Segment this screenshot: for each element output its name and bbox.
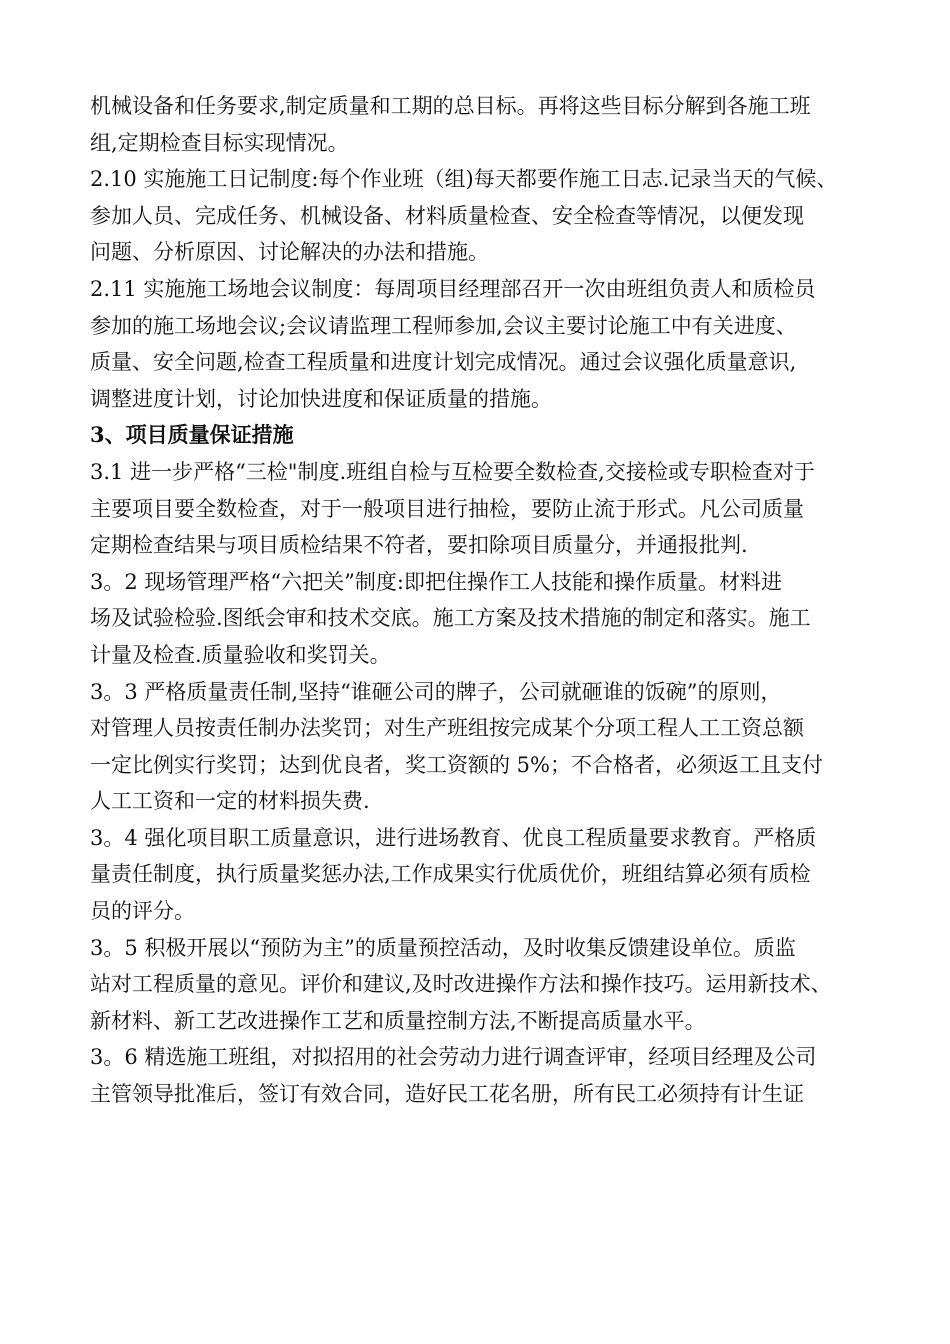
paragraph xyxy=(90,454,880,564)
paragraph-line: 3.1 进一步严格“三检"制度.班组自检与互检要全数检查,交接检或专职检查对于 xyxy=(90,459,815,484)
paragraph-line: 主管领导批准后，签订有效合同，造好民工花名册，所有民工必须持有计生证 xyxy=(90,1082,804,1107)
paragraph-line: 对管理人员按责任制办法奖罚；对生产班组按完成某个分项工程人工工资总额 xyxy=(90,716,804,741)
paragraph-line: 主要项目要全数检查，对于一般项目进行抽检，要防止流于形式。凡公司质量 xyxy=(90,496,804,521)
paragraph-line: 员的评分。 xyxy=(90,899,195,924)
paragraph-line: 参加人员、完成任务、机械设备、材料质量检查、安全检查等情况，以便发现 xyxy=(90,203,804,228)
paragraph-line: 人工工资和一定的材料损失费. xyxy=(90,789,370,814)
paragraph-line: 3。3 严格质量责任制,坚持“谁砸公司的牌子，公司就砸谁的饭碗”的原则， xyxy=(90,679,782,704)
paragraph-line: 机械设备和任务要求,制定质量和工期的总目标。再将这些目标分解到各施工班 xyxy=(90,94,811,118)
paragraph xyxy=(90,161,880,271)
paragraph-line: 调整进度计划，讨论加快进度和保证质量的措施。 xyxy=(90,386,552,411)
paragraph-line: 问题、分析原因、讨论解决的办法和措施。 xyxy=(90,240,489,265)
paragraph-line: 站对工程质量的意见。评价和建议,及时改进操作方法和操作技巧。运用新技术、 xyxy=(90,972,832,997)
paragraph-line: 3。6 精选施工班组，对拟招用的社会劳动力进行调查评审，经项目经理及公司 xyxy=(90,1045,817,1070)
paragraph-line: 一定比例实行奖罚；达到优良者，奖工资额的 5%；不合格者，必须返工且支付 xyxy=(90,752,823,777)
paragraph-line: 定期检查结果与项目质检结果不符者，要扣除项目质量分，并通报批判. xyxy=(90,533,748,558)
paragraph-line: 组,定期检查目标实现情况。 xyxy=(90,130,349,155)
paragraph-line: 量责任制度，执行质量奖惩办法,工作成果实行优质优价，班组结算必须有质检 xyxy=(90,862,811,887)
paragraph-line: 场及试验检验.图纸会审和技术交底。施工方案及技术措施的制定和落实。施工 xyxy=(90,606,811,631)
paragraph xyxy=(90,271,880,417)
paragraph-line: 2.11 实施施工场地会议制度：每周项目经理部召开一次由班组负责人和质检员 xyxy=(90,276,816,301)
paragraph xyxy=(90,930,880,1040)
paragraph xyxy=(90,820,880,930)
heading-text: 3、项目质量保证措施 xyxy=(90,422,294,448)
paragraph-line: 参加的施工场地会议;会议请监理工程师参加,会议主要讨论施工中有关进度、 xyxy=(90,313,797,338)
paragraph xyxy=(90,88,880,161)
paragraph-line: 2.10 实施施工日记制度:每个作业班（组)每天都要作施工日志.记录当天的气候、 xyxy=(90,167,838,192)
paragraph-line: 3。4 强化项目职工质量意识，进行进场教育、优良工程质量要求教育。严格质 xyxy=(90,825,817,850)
paragraph-line: 质量、安全问题,检查工程质量和进度计划完成情况。通过会议强化质量意识, xyxy=(90,350,797,375)
section-heading xyxy=(90,417,880,454)
paragraph xyxy=(90,1039,880,1112)
paragraph-line: 3。2 现场管理严格“六把关”制度:即把住操作工人技能和操作质量。材料进 xyxy=(90,569,782,594)
paragraph-line: 计量及检查.质量验收和奖罚关。 xyxy=(90,642,391,667)
document-page xyxy=(90,88,880,1113)
paragraph-line: 新材料、新工艺改进操作工艺和质量控制方法,不断提高质量水平。 xyxy=(90,1008,706,1033)
paragraph-line: 3。5 积极开展以“预防为主”的质量预控活动，及时收集反馈建设单位。质监 xyxy=(90,935,796,960)
paragraph xyxy=(90,674,880,820)
paragraph xyxy=(90,564,880,674)
